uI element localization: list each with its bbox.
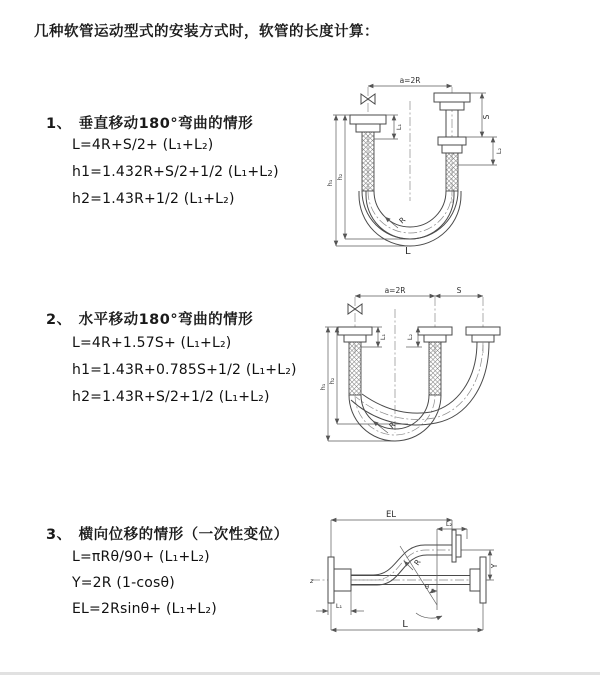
d2-dim-label-h2: h₂ <box>328 377 336 385</box>
d2-dimension-a2R <box>355 286 435 296</box>
section-2-formula-h2: h2=1.43R+S/2+1/2 (L₁+L₂) <box>72 389 270 405</box>
d2-dim-label-S: S <box>456 286 462 295</box>
section-1-heading <box>46 112 253 133</box>
d3-dimension-L <box>331 603 483 630</box>
section-1-formula-h2: h2=1.43R+1/2 (L₁+L₂) <box>72 191 235 207</box>
diagram-lateral-displacement <box>303 505 513 645</box>
d2-dim-label-L2: L₂ <box>406 333 414 341</box>
section-3-heading-text: 横向位移的情形（一次性变位） <box>78 527 289 543</box>
d1-label-R: R <box>397 215 408 226</box>
d3-label-R: R <box>412 557 423 568</box>
d2-left-flange <box>338 327 372 342</box>
d1-right-braid-hose <box>446 153 458 191</box>
section-3-formula-EL: EL=2Rsinθ+ (L₁+L₂) <box>72 601 217 617</box>
d1-dimension-S <box>466 93 497 137</box>
d2-left-braid-hose <box>349 342 361 395</box>
d2-dimension-S <box>435 286 483 296</box>
d1-dim-label-h2: h₂ <box>336 173 344 181</box>
section-1-formula-L: L=4R+S/2+ (L₁+L₂) <box>72 137 214 153</box>
d3-dimension-L1 <box>316 591 364 615</box>
d2-dim-label-L1: L₁ <box>379 333 387 341</box>
d2-label-R: R <box>387 420 398 431</box>
section-3-number: 3、 <box>46 527 72 543</box>
d1-left-flange <box>350 115 386 132</box>
diagram-horizontal-movement-180-bend <box>298 283 503 458</box>
section-2-number: 2、 <box>46 312 72 328</box>
section-3-formula-L: L=πRθ/90+ (L₁+L₂) <box>72 549 210 565</box>
section-2-heading <box>46 308 253 329</box>
d1-dim-label-S: S <box>482 114 491 120</box>
section-2-formula-h1: h1=1.43R+0.785S+1/2 (L₁+L₂) <box>72 362 297 378</box>
d3-dim-label-Y: Y <box>490 563 499 569</box>
section-2-formula-L: L=4R+1.57S+ (L₁+L₂) <box>72 335 232 351</box>
d1-label-L: L <box>405 246 411 257</box>
d2-dimension-h2 <box>328 327 408 424</box>
d1-left-braid-hose <box>362 132 374 191</box>
d2-hose-moved-position <box>351 342 489 425</box>
section-3-heading <box>46 523 289 544</box>
d3-left-flange <box>328 557 351 603</box>
d3-dim-label-L2: L₂ <box>445 520 453 528</box>
page-title: 几种软管运动型式的安装方式时，软管的长度计算： <box>34 24 379 40</box>
d3-dim-label-EL: EL <box>385 510 397 520</box>
section-1-formula-h1: h1=1.432R+S/2+1/2 (L₁+L₂) <box>72 164 279 180</box>
diagram-vertical-movement-180-bend <box>305 73 505 263</box>
d2-middle-braid-hose <box>429 342 441 395</box>
d3-axis-mark: z <box>310 577 314 585</box>
d1-dim-label-L1: L₁ <box>395 123 403 131</box>
d1-dim-label-a2R: a=2R <box>399 76 421 85</box>
d3-angle-theta <box>400 529 442 618</box>
d3-right-flange-original <box>470 557 486 603</box>
section-2-heading-text: 水平移动180°弯曲的情形 <box>78 312 254 328</box>
d1-right-flange-lower <box>438 137 466 153</box>
d3-dim-label-L: L <box>402 619 408 630</box>
d2-dim-label-h1: h₁ <box>319 383 327 391</box>
d1-right-flange-upper <box>434 93 470 110</box>
d1-dim-label-L2: L₂ <box>495 147 503 155</box>
d3-dim-label-L1: L₁ <box>335 602 343 610</box>
d1-dimension-a2R <box>368 76 452 86</box>
section-1-number: 1、 <box>46 116 72 132</box>
d1-dim-label-h1: h₁ <box>326 179 334 187</box>
d3-moved-end-flange <box>452 530 461 562</box>
section-1-heading-text: 垂直移动180°弯曲的情形 <box>78 116 254 132</box>
d2-middle-flange <box>418 327 452 342</box>
d3-label-theta: θ <box>425 583 429 591</box>
d2-dim-label-a2R: a=2R <box>384 286 406 295</box>
d3-radius-leader <box>404 558 423 570</box>
d2-right-flange-moved <box>466 327 500 342</box>
section-3-formula-Y: Y=2R (1-cosθ) <box>72 575 175 591</box>
